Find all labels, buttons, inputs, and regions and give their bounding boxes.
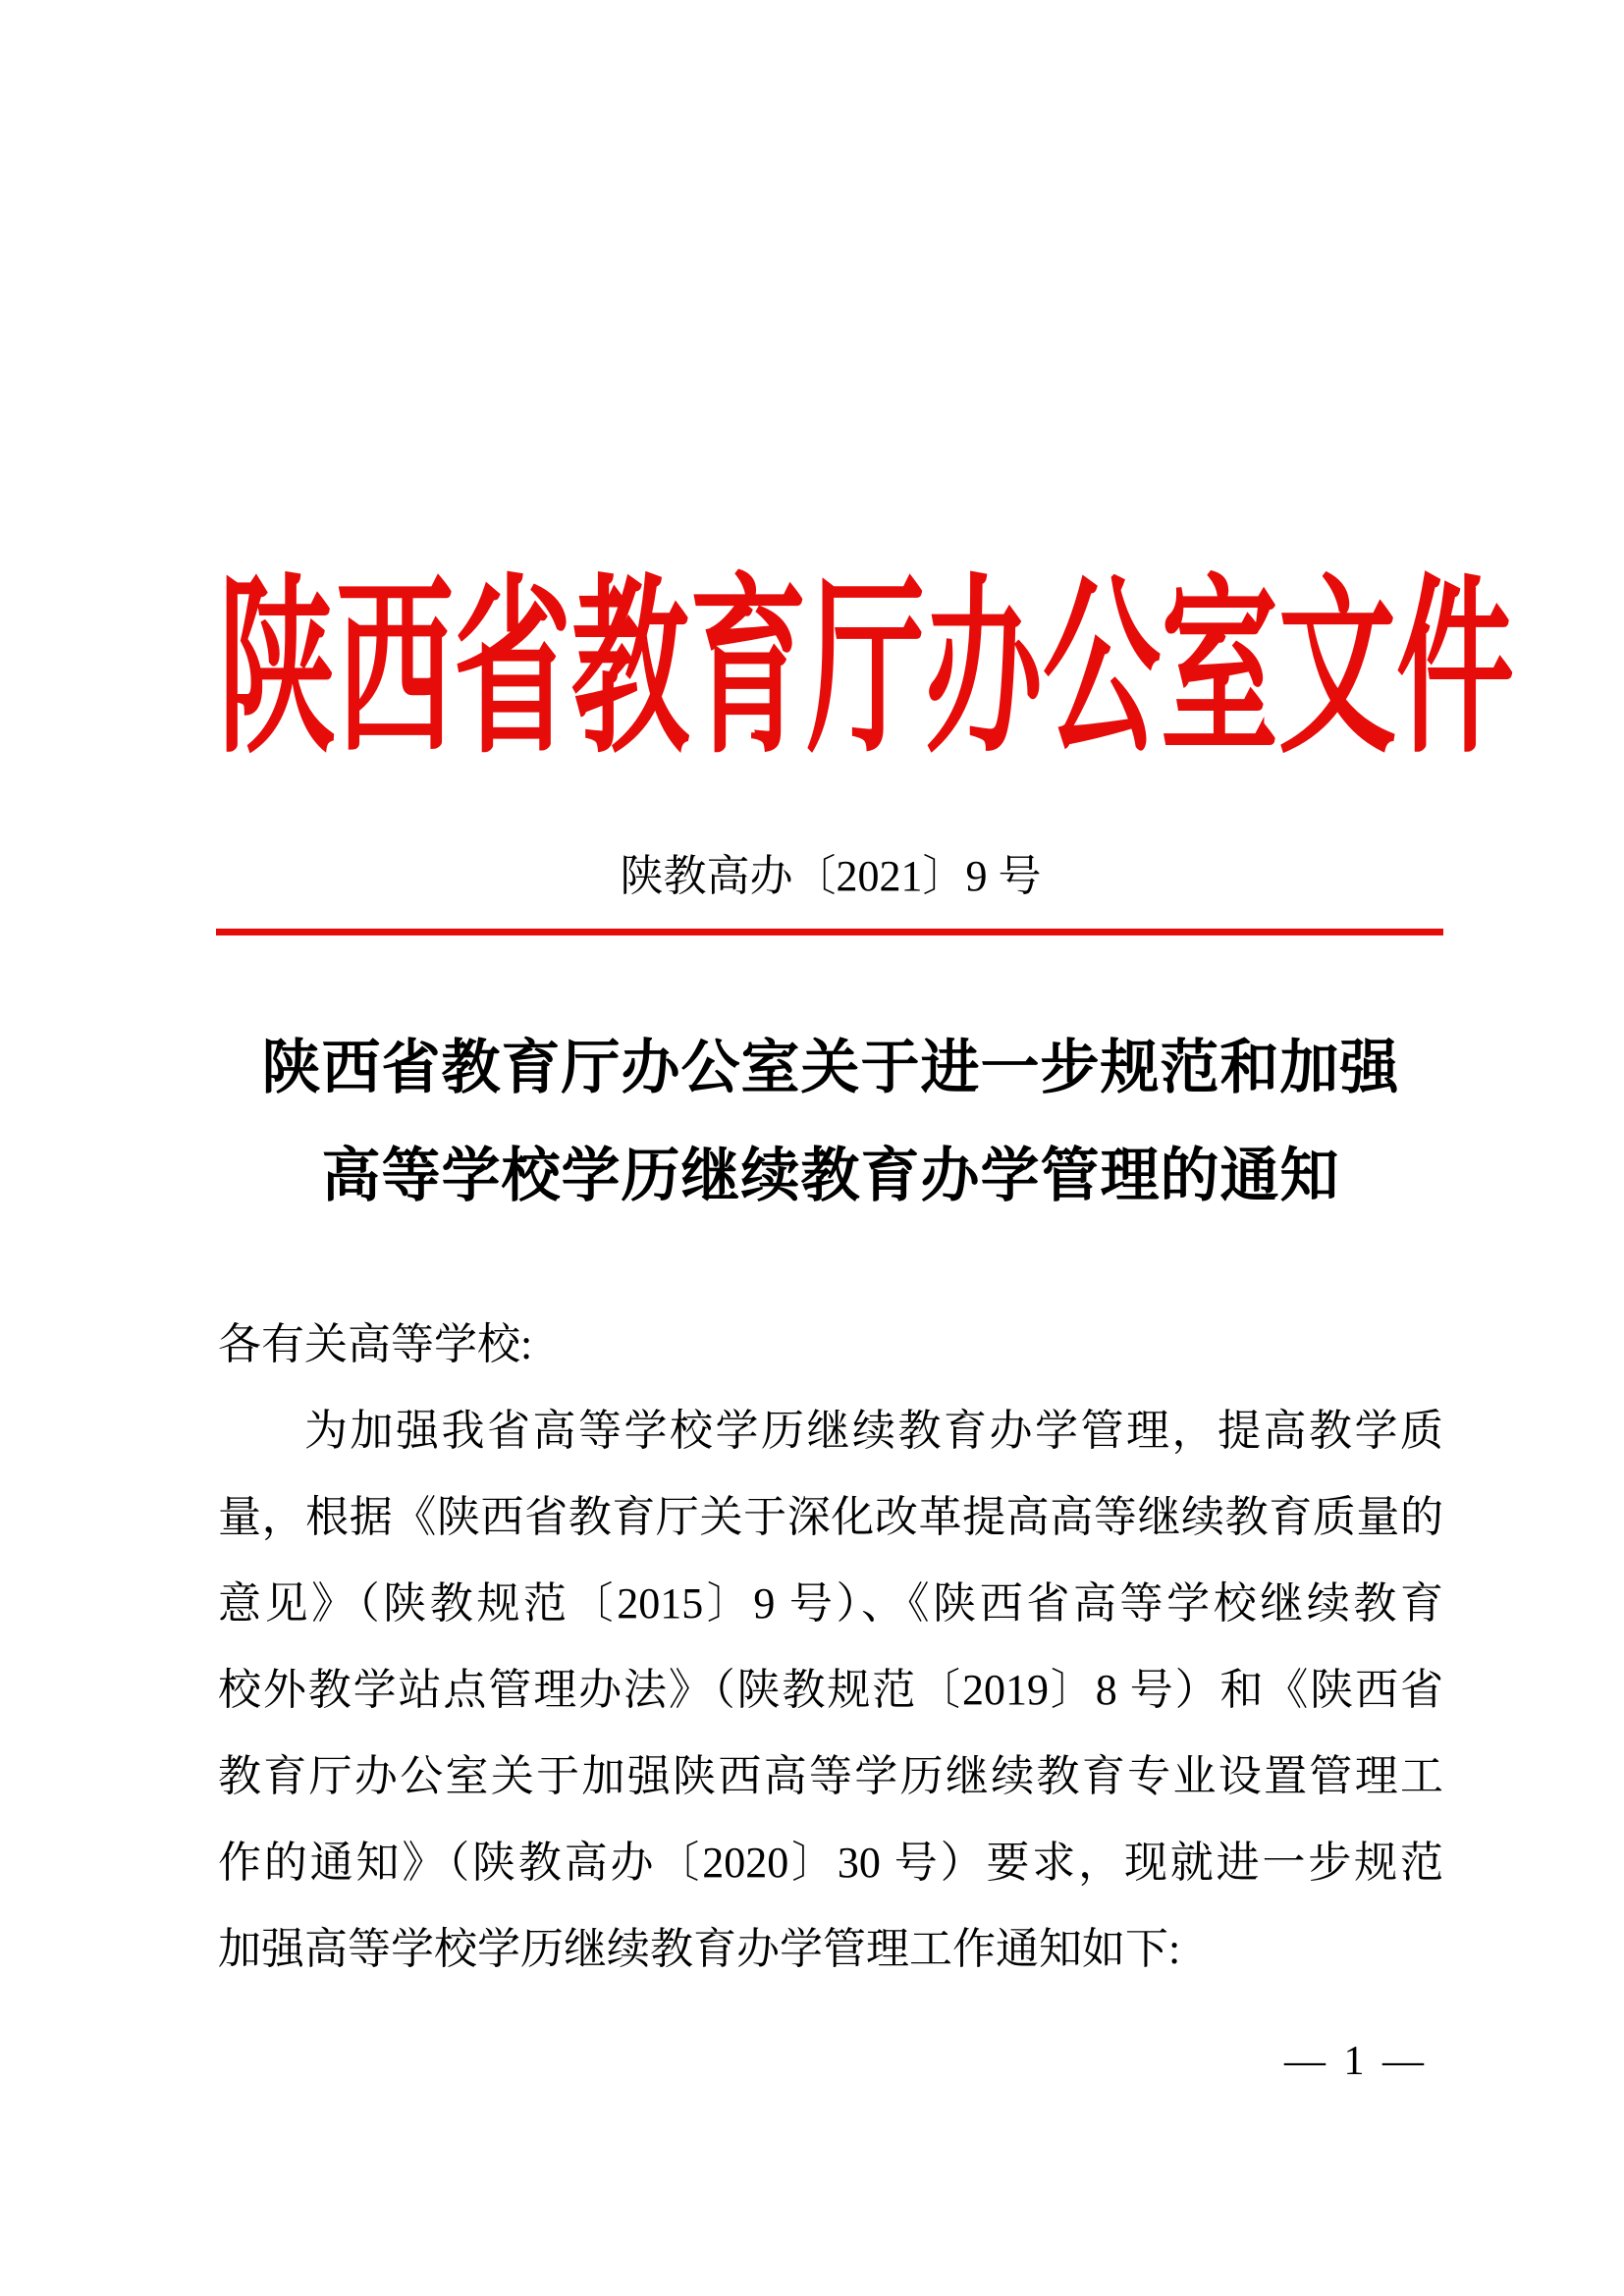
body-line: 校外教学站点管理办法》（陕教规范〔2019〕8 号）和《陕西省	[218, 1666, 1443, 1714]
doc-title-line-2: 高等学校学历继续教育办学管理的通知	[321, 1144, 1340, 1208]
letterhead	[218, 563, 1514, 775]
doc-title	[218, 1014, 1443, 1230]
body-line: 加强高等学校学历继续教育办学管理工作通知如下:	[218, 1925, 1181, 1973]
page-number: — 1 —	[1284, 2039, 1428, 2084]
body-line: 作的通知》（陕教高办〔2020〕30 号）要求，现就进一步规范	[218, 1839, 1443, 1887]
doc-title-line-1: 陕西省教育厅办公室关于进一步规范和加强	[261, 1036, 1400, 1100]
body-line: 量，根据《陕西省教育厅关于深化改革提高高等继续教育质量的	[218, 1493, 1443, 1541]
doc-number: 陕教高办〔2021〕9 号	[620, 852, 1042, 900]
red-divider-line	[216, 929, 1443, 935]
salutation-line: 各有关高等学校:	[218, 1320, 533, 1368]
body-line: 为加强我省高等学校学历继续教育办学管理，提高教学质	[304, 1407, 1443, 1455]
body-text	[218, 1302, 1443, 1993]
letterhead-title: 陕西省教育厅办公室文件	[218, 563, 1514, 775]
body-line: 教育厅办公室关于加强陕西高等学历继续教育专业设置管理工	[218, 1752, 1443, 1800]
body-line: 意见》（陕教规范〔2015〕9 号）、《陕西省高等学校继续教育	[218, 1579, 1443, 1628]
